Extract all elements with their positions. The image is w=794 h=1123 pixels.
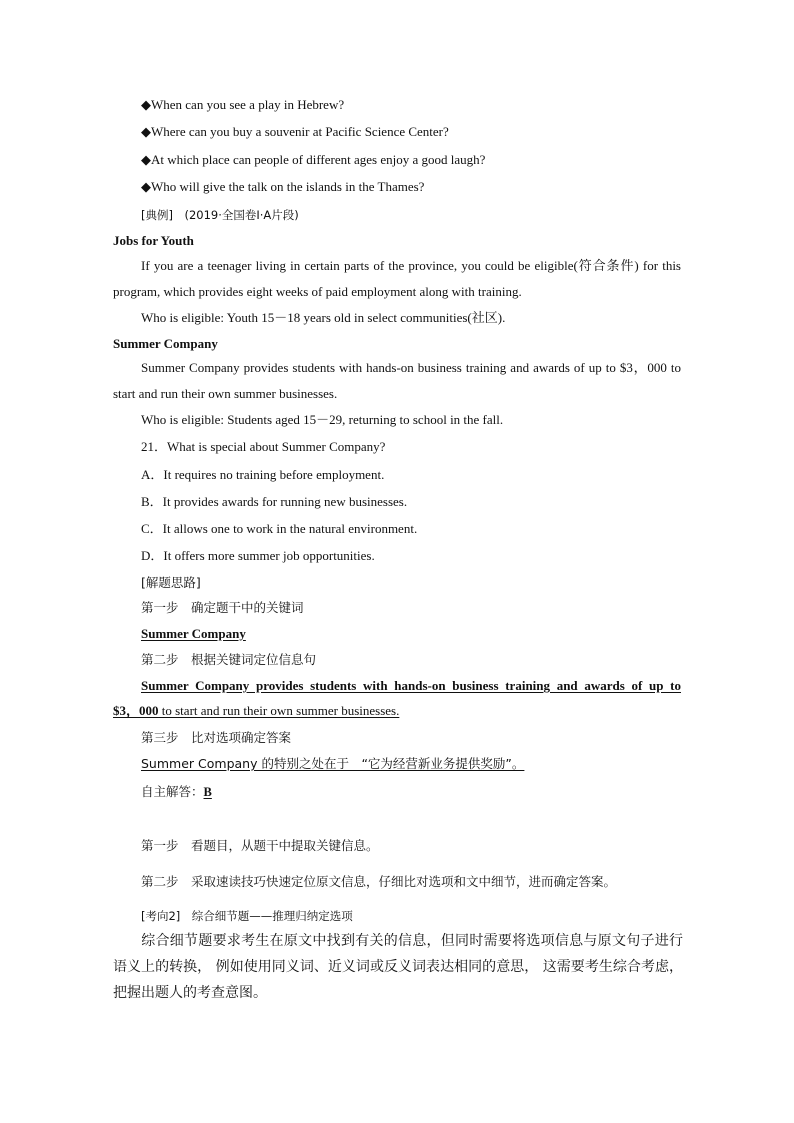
question-bullet-2: ◆Where can you buy a souvenir at Pacific Science Center? xyxy=(141,124,449,139)
question-bullet-4: ◆Who will give the talk on the islands in the Thames? xyxy=(141,179,425,194)
direction-2-text: 综合细节题要求考生在原文中找到有关的信息，但同时需要将选项信息与原文句子进行语义上的转换， 例如使用同义词、近义词或反义词表达相同的意思， 这需要考生综合考虑，把握出题人的考查意图。 xyxy=(113,933,683,1001)
option-c: C．It allows one to work in the natural environment. xyxy=(141,521,418,536)
located-sentence-bold: $3，000 xyxy=(113,703,159,718)
direction-2-label: [考向2] 综合细节题——推理归纳定选项 xyxy=(141,909,353,923)
method-step-2: 第二步 采取速读技巧快速定位原文信息，仔细比对选项和文中细节，进而确定答案。 xyxy=(141,874,617,889)
eligibility-summer-company: Who is eligible: Students aged 15－29, returning to school in the fall. xyxy=(141,412,504,427)
option-b: B．It provides awards for running new businesses. xyxy=(141,494,408,509)
method-step-1: 第一步 看题目，从题干中提取关键信息。 xyxy=(141,838,379,853)
question-bullet-1: ◆When can you see a play in Hebrew? xyxy=(141,97,345,112)
analysis-step-2: 第二步 根据关键词定位信息句 xyxy=(141,652,317,667)
section-paragraph-jobs-for-youth xyxy=(113,253,681,305)
section-heading-summer-company: Summer Company xyxy=(113,336,218,351)
answer-conclusion: Summer Company 的特别之处在于 “它为经营新业务提供奖励”。 xyxy=(141,756,525,771)
analysis-step-3: 第三步 比对选项确定答案 xyxy=(141,730,292,745)
answer-line xyxy=(141,784,212,800)
keyword: Summer Company xyxy=(141,626,246,641)
example-label: [典例] (2019·全国卷Ⅰ·A片段) xyxy=(141,208,299,222)
analysis-label: [解题思路] xyxy=(141,575,201,590)
section-paragraph-summer-company xyxy=(113,355,681,407)
analysis-step-1: 第一步 确定题干中的关键词 xyxy=(141,600,304,615)
paragraph-text: Summer Company provides students with hands-on business training and awards of up to $3，000 to start and run their own summer businesses. xyxy=(113,360,681,401)
located-sentence-line-1: Summer Company provides students with hands-on business training and awards of up to xyxy=(141,678,681,693)
eligibility-jobs-for-youth: Who is eligible: Youth 15－18 years old in select communities(社区). xyxy=(141,310,506,325)
located-sentence-rest: to start and run their own summer businesses. xyxy=(158,703,400,718)
question-stem: 21．What is special about Summer Company? xyxy=(141,439,386,454)
option-d: D．It offers more summer job opportunities. xyxy=(141,548,375,563)
located-sentence-line-2 xyxy=(113,703,399,719)
option-a: A．It requires no training before employment. xyxy=(141,467,385,482)
section-heading-jobs-for-youth: Jobs for Youth xyxy=(113,233,194,248)
direction-2-body xyxy=(113,928,683,1006)
question-bullet-3: ◆At which place can people of different ages enjoy a good laugh? xyxy=(141,152,486,167)
paragraph-text: If you are a teenager living in certain parts of the province, you could be eligible(符合条件) for this program, which provides eight weeks of paid employment along with training. xyxy=(113,258,681,299)
answer-label: 自主解答： xyxy=(141,784,204,799)
answer-value: B xyxy=(203,785,212,799)
